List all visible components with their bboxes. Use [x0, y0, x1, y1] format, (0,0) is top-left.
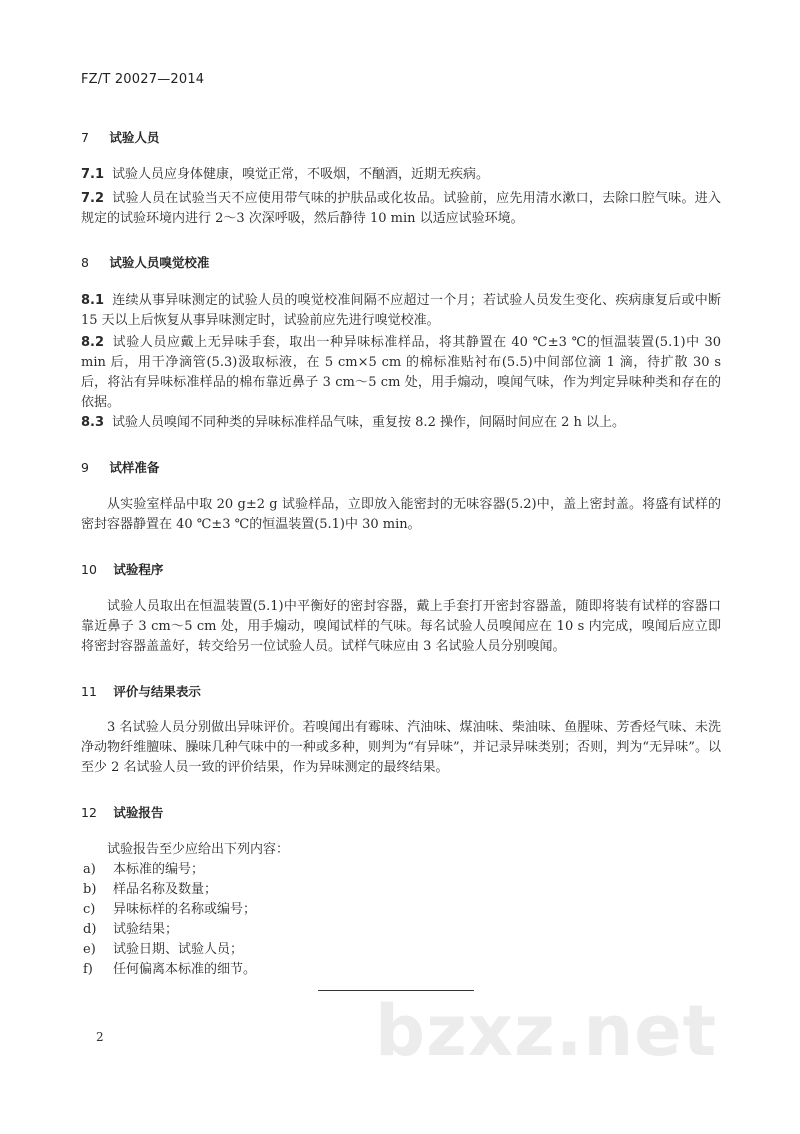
list-item [81, 860, 721, 880]
section-title: 试验报告 [113, 805, 164, 820]
section-title: 评价与结果表示 [113, 684, 201, 699]
section-number: 7 [81, 130, 89, 145]
section-title: 试验人员 [109, 130, 160, 145]
section-number: 11 [81, 684, 97, 699]
section-10-heading [81, 560, 163, 578]
clause-text: 试验人员应戴上无异味手套，取出一种异味标准样品，将其静置在 40 ℃±3 ℃的恒温装置(5.1)中 30 min 后，用干净滴管(5.3)汲取标液，在 5 cm×5 cm 的棉标准贴衬布(5.5)中间部位滴 1 滴，待扩散 30 s 后，将沾有异味标准样品的棉布靠近鼻子 3 cm～5 cm 处，用手煽动，嗅闻气味，作为判定异味种类和存在的依据。 [81, 335, 721, 410]
section-number: 10 [81, 562, 97, 577]
section-9-text: 从实验室样品中取 20 g±2 g 试验样品，立即放入能密封的无味容器(5.2)中，盖上密封盖。将盛有试样的密封容器静置在 40 ℃±3 ℃的恒温装置(5.1)中 30 min。 [81, 497, 721, 532]
list-marker: e) [83, 942, 96, 957]
list-marker: a) [83, 862, 96, 877]
list-item-text: 试验结果； [113, 922, 179, 937]
clause-text: 试验人员在试验当天不应使用带气味的护肤品或化妆品。试验前，应先用清水漱口，去除口腔气味。进入规定的试验环境内进行 2～3 次深呼吸，然后静待 10 min 以适应试验环境。 [81, 191, 721, 226]
page-number: 2 [96, 1030, 104, 1044]
section-number: 8 [81, 255, 89, 270]
section-8-heading [81, 253, 209, 271]
section-12-heading [81, 803, 163, 821]
section-11-text: 3 名试验人员分别做出异味评价。若嗅闻出有霉味、汽油味、煤油味、柴油味、鱼腥味、芳香烃气味、未洗净动物纤维膻味、臊味几种气味中的一种或多种，则判为“有异味”，并记录异味类别；否则，判为“无异味”。以至少 2 名试验人员一致的评价结果，作为异味测定的最终结果。 [81, 720, 721, 775]
section-title: 试样准备 [109, 460, 160, 475]
clause-text: 试验人员嗅闻不同种类的异味标准样品气味，重复按 8.2 操作，间隔时间应在 2 h 以上。 [112, 415, 626, 430]
clause-7-1 [81, 165, 721, 185]
list-item-text: 任何偏离本标准的细节。 [113, 962, 257, 977]
section-title: 试验程序 [113, 562, 164, 577]
list-item-text: 试验日期、试验人员； [113, 942, 244, 957]
clause-7-2 [81, 189, 721, 229]
list-intro: 试验报告至少应给出下列内容： [107, 842, 290, 857]
section-9-heading [81, 458, 159, 476]
list-item-text: 样品名称及数量； [113, 882, 218, 897]
section-number: 12 [81, 805, 97, 820]
section-7-heading [81, 128, 159, 146]
section-11-heading [81, 682, 201, 700]
standard-code-header: FZ/T 20027—2014 [81, 72, 205, 87]
list-item [81, 940, 721, 960]
clause-text: 试验人员应身体健康，嗅觉正常，不吸烟，不酗酒，近期无疾病。 [112, 167, 490, 182]
list-item-text: 异味标样的名称或编号； [113, 902, 257, 917]
report-contents-list [81, 840, 721, 980]
section-10-text: 试验人员取出在恒温装置(5.1)中平衡好的密封容器，戴上手套打开密封容器盖，随即将装有试样的容器口靠近鼻子 3 cm～5 cm 处，用手煽动，嗅闻试样的气味。每名试验人员嗅闻应在 10 s 内完成，嗅闻后应立即将密封容器盖盖好，转交给另一位试验人员。试样气味应由 3 名试验人员分别嗅闻。 [81, 599, 721, 654]
clause-8-2 [81, 333, 721, 413]
list-marker: d) [83, 922, 97, 937]
clause-8-1 [81, 291, 721, 331]
list-marker: b) [83, 882, 97, 897]
list-item-text: 本标准的编号； [113, 862, 205, 877]
list-item [81, 900, 721, 920]
list-marker: c) [83, 902, 96, 917]
clause-number: 8.3 [81, 415, 105, 430]
clause-number: 7.2 [81, 191, 105, 206]
clause-8-3 [81, 413, 721, 433]
clause-text: 连续从事异味测定的试验人员的嗅觉校准间隔不应超过一个月；若试验人员发生变化、疾病康复后或中断 15 天以上后恢复从事异味测定时，试验前应先进行嗅觉校准。 [81, 293, 721, 328]
list-marker: f) [83, 962, 93, 977]
clause-number: 8.1 [81, 293, 105, 308]
section-number: 9 [81, 460, 89, 475]
list-item [81, 920, 721, 940]
list-item [81, 880, 721, 900]
clause-number: 8.2 [81, 335, 105, 350]
clause-number: 7.1 [81, 167, 105, 182]
watermark: bzxz.net [375, 990, 718, 1072]
section-title: 试验人员嗅觉校准 [109, 255, 210, 270]
list-item [81, 960, 721, 980]
